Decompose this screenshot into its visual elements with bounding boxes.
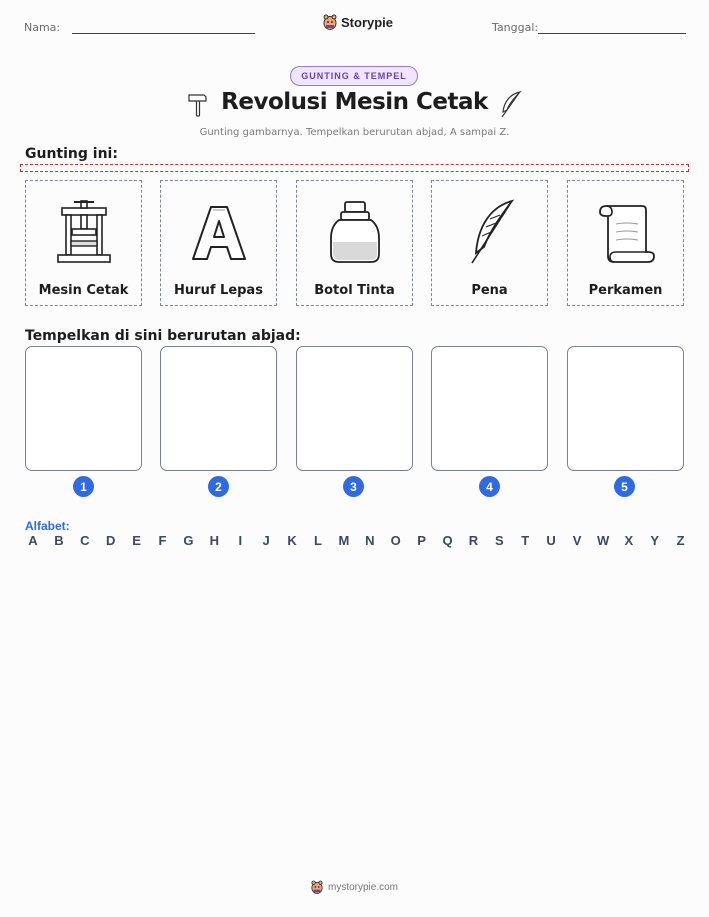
position-number: 2 <box>208 476 229 497</box>
cut-card-perkamen[interactable] <box>567 180 684 306</box>
footer-url[interactable]: mystorypie.com <box>327 881 398 893</box>
cut-card-pena[interactable] <box>431 180 548 306</box>
alphabet-letter: Y <box>650 533 660 548</box>
alphabet-letter: G <box>183 533 194 548</box>
position-number: 5 <box>614 476 635 497</box>
letter-a-icon <box>187 201 251 265</box>
alphabet-letter: L <box>313 533 322 548</box>
card-label: Mesin Cetak <box>38 283 129 298</box>
position-number: 4 <box>479 476 500 497</box>
alphabet-letter: P <box>417 533 426 548</box>
paste-box-5[interactable] <box>567 346 684 471</box>
cut-card-huruf-lepas[interactable] <box>160 180 277 306</box>
paste-box-4[interactable] <box>431 346 548 471</box>
card-label: Perkamen <box>588 283 663 298</box>
cut-line <box>20 164 689 172</box>
alphabet-letter: F <box>158 533 167 548</box>
alphabet-letter: K <box>287 533 297 548</box>
scroll-icon <box>596 198 656 268</box>
alphabet-letter: B <box>54 533 64 548</box>
alphabet-letter: V <box>572 533 582 548</box>
cut-section-heading: Gunting ini: <box>25 146 118 162</box>
alphabet-letter: D <box>106 533 116 548</box>
paste-box-2[interactable] <box>160 346 277 471</box>
alphabet-letter: H <box>209 533 220 548</box>
instructions: Gunting gambarnya. Tempelkan berurutan abjad, A sampai Z. <box>199 127 510 138</box>
alphabet-letter: T <box>521 533 530 548</box>
card-label: Botol Tinta <box>314 283 395 298</box>
page-title: Revolusi Mesin Cetak <box>221 89 488 115</box>
date-label: Tanggal: <box>492 21 539 34</box>
paste-box-3[interactable] <box>296 346 413 471</box>
alphabet-letter: E <box>132 533 141 548</box>
alphabet-row <box>27 533 687 548</box>
printing-press-icon <box>54 198 114 268</box>
ink-bottle-icon <box>325 198 385 268</box>
alphabet-letter: J <box>262 533 270 548</box>
brand-name: Storypie <box>341 14 394 30</box>
alphabet-letter: R <box>468 533 479 548</box>
storypie-mascot-icon <box>323 14 337 30</box>
paste-section-heading: Tempelkan di sini berurutan abjad: <box>25 328 301 344</box>
alphabet-letter: Z <box>676 533 685 548</box>
alphabet-heading: Alfabet: <box>25 519 70 533</box>
alphabet-letter: X <box>624 533 634 548</box>
card-label: Pena <box>471 283 508 298</box>
card-label: Huruf Lepas <box>174 283 263 298</box>
alphabet-letter: I <box>238 533 243 548</box>
alphabet-letter: O <box>390 533 401 548</box>
name-field-line[interactable] <box>72 33 255 34</box>
position-number: 1 <box>73 476 94 497</box>
alphabet-letter: W <box>596 533 610 548</box>
alphabet-letter: U <box>546 533 556 548</box>
alphabet-letter: A <box>28 533 38 548</box>
cut-card-mesin-cetak[interactable] <box>25 180 142 306</box>
feather-icon <box>498 90 524 120</box>
alphabet-letter: Q <box>442 533 453 548</box>
paste-box-1[interactable] <box>25 346 142 471</box>
alphabet-letter: N <box>365 533 375 548</box>
alphabet-letter: M <box>338 533 350 548</box>
brand-logo <box>323 14 393 30</box>
date-field-line[interactable] <box>538 33 686 34</box>
position-number: 3 <box>343 476 364 497</box>
activity-badge: GUNTING & TEMPEL <box>290 66 418 86</box>
footer <box>0 880 709 894</box>
name-label: Nama: <box>24 21 61 34</box>
quill-icon <box>460 197 520 269</box>
storypie-mascot-icon <box>311 880 323 894</box>
cut-card-botol-tinta[interactable] <box>296 180 413 306</box>
alphabet-letter: C <box>80 533 90 548</box>
alphabet-letter: S <box>494 533 504 548</box>
